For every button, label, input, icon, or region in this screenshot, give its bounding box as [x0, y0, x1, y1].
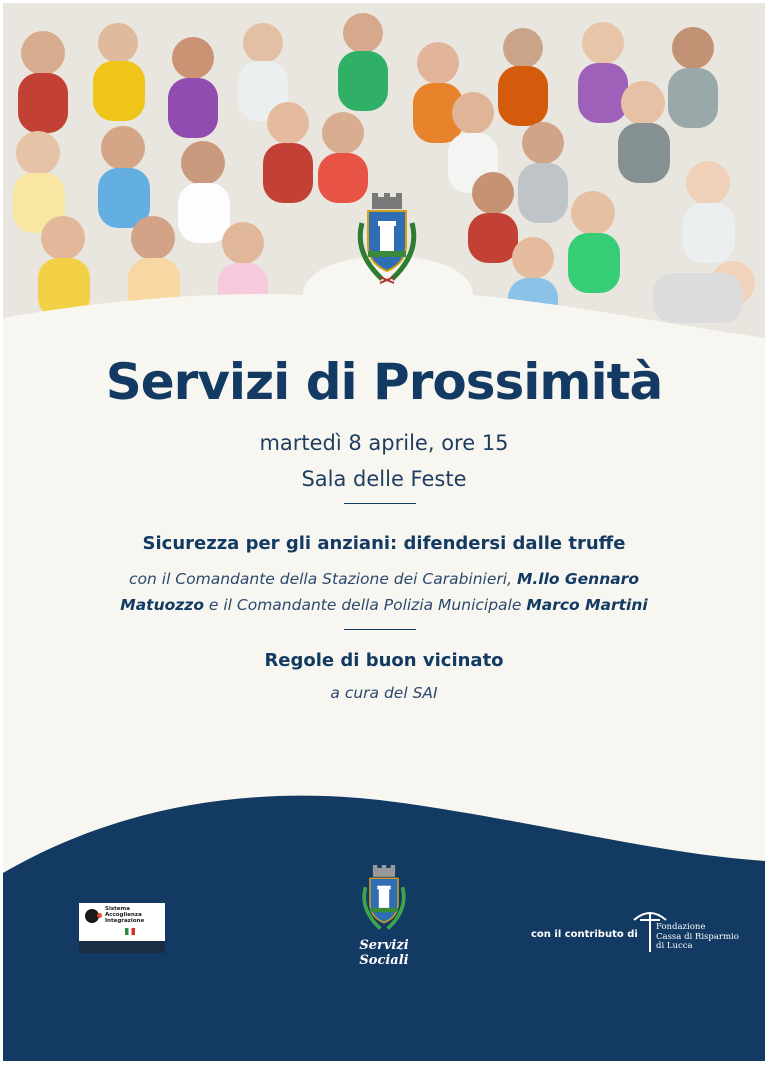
sai-accent-icon: [97, 913, 102, 918]
session1-text-a: con il Comandante della Stazione dei Carabinieri,: [129, 570, 517, 588]
session1-text-b: e il Comandante della Polizia Municipale: [203, 596, 527, 614]
foundation-line-2: Cassa di Risparmio: [656, 931, 739, 942]
poster: [3, 3, 765, 1061]
contribution-label: con il contributo di: [531, 929, 638, 940]
session1-description: [3, 566, 765, 618]
session2-subtitle: a cura del SAI: [330, 684, 438, 702]
sai-line-1: Sistema: [105, 906, 130, 912]
divider-1: [344, 503, 416, 504]
sai-logo-text: [105, 906, 144, 924]
foundation-line-1: Fondazione: [656, 922, 706, 932]
sai-logo-bar: [79, 941, 165, 953]
session1-heading: Sicurezza per gli anziani: difendersi dalle truffe: [142, 533, 626, 554]
crest-icon: [352, 193, 422, 293]
speaker-name-1a: M.llo Gennaro: [516, 570, 639, 588]
sai-line-3: Integrazione: [105, 918, 145, 924]
foundation-name: [656, 923, 739, 952]
date-time-line: martedì 8 aprile, ore 15: [259, 431, 509, 455]
services-label: Servizi Sociali: [359, 938, 409, 968]
divider-2: [344, 629, 416, 630]
italy-flag-icon: [125, 928, 135, 935]
sai-logo: [79, 903, 165, 953]
sai-line-2: Accoglienza: [105, 912, 142, 918]
session2-heading: Regole di buon vicinato: [264, 650, 504, 671]
speaker-name-2: Marco Martini: [526, 596, 648, 614]
speaker-name-1b: Matuozzo: [120, 596, 204, 614]
crest-footer-icon: [358, 865, 410, 939]
foundation-line-3: di Lucca: [656, 941, 693, 951]
venue-line: Sala delle Feste: [301, 467, 467, 491]
page-title: Servizi di Prossimità: [105, 353, 663, 411]
